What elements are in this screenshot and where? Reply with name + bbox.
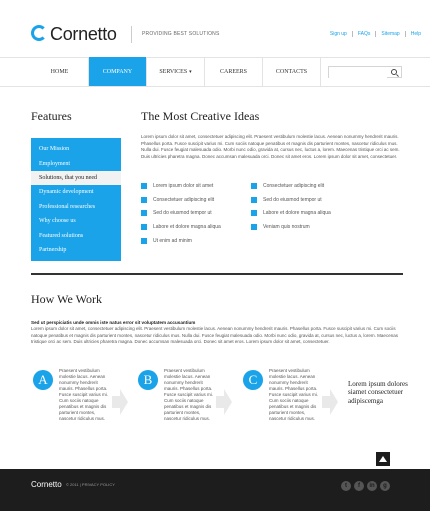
google-icon[interactable]: g xyxy=(380,481,390,491)
list-item-label: Sed do eiusmod tempor ut xyxy=(263,196,322,203)
nav-careers-label: CAREERS xyxy=(219,68,247,75)
chevron-down-icon: ▾ xyxy=(189,69,192,75)
nav-contacts[interactable] xyxy=(263,57,321,86)
list-item xyxy=(251,179,381,193)
list-item xyxy=(141,207,246,221)
step-c-badge: C xyxy=(243,370,263,390)
faqs-link[interactable]: FAQs xyxy=(353,31,377,37)
footer-copyright[interactable]: © 2011 | PRIVACY POLICY xyxy=(66,482,115,487)
step-arrow-icon xyxy=(112,389,128,415)
nav-careers[interactable] xyxy=(205,57,263,86)
bullet-icon xyxy=(141,224,147,230)
nav-contacts-label: CONTACTS xyxy=(275,68,308,75)
step-arrow-icon xyxy=(216,389,232,415)
nav-home-label: HOME xyxy=(50,68,69,75)
list-item-label: Labore et dolore magna aliqua xyxy=(153,224,221,231)
list-item-label: Veniam quis nostrum xyxy=(263,224,310,231)
menu-featured-solutions[interactable]: Featured solutions xyxy=(39,232,84,239)
list-item xyxy=(251,207,381,221)
list-item-label: Ut enim ad minim xyxy=(153,238,192,245)
bullet-icon xyxy=(141,238,147,244)
nav-company[interactable] xyxy=(89,57,147,86)
menu-employment[interactable]: Employment xyxy=(39,160,70,167)
menu-professional-researches[interactable]: Professional researches xyxy=(39,203,96,210)
step-a-badge: A xyxy=(33,370,53,390)
search-icon[interactable] xyxy=(391,69,397,75)
list-item-label: Sed do eiusmod tempor ut xyxy=(153,210,212,217)
list-item xyxy=(141,234,246,248)
footer-logo[interactable]: Cornetto xyxy=(31,480,62,489)
bullet-icon xyxy=(251,210,257,216)
bullet-icon xyxy=(251,183,257,189)
nav-services-label: SERVICES xyxy=(159,68,188,75)
bullet-icon xyxy=(141,210,147,216)
list-item xyxy=(251,193,381,207)
features-heading: Features xyxy=(31,109,72,123)
search-box xyxy=(328,66,402,78)
ideas-list-left xyxy=(141,179,246,248)
features-menu xyxy=(31,138,121,261)
bullet-icon xyxy=(141,183,147,189)
twitter-icon[interactable]: t xyxy=(341,481,351,491)
nav-services[interactable] xyxy=(147,57,205,86)
main-nav xyxy=(31,57,321,86)
list-item-label: Consectetuer adipiscing elit xyxy=(263,182,325,189)
ideas-heading: The Most Creative Ideas xyxy=(141,109,260,123)
logo[interactable]: Cornetto xyxy=(50,24,117,44)
logo-icon[interactable] xyxy=(31,25,47,41)
help-link[interactable]: Help xyxy=(410,31,421,37)
menu-solutions[interactable]: Solutions, that you need xyxy=(31,171,121,185)
bullet-icon xyxy=(251,224,257,230)
ideas-list-right xyxy=(251,179,381,234)
sitemap-link[interactable]: Sitemap xyxy=(376,31,405,37)
top-links xyxy=(325,31,426,37)
menu-our-mission[interactable]: Our Mission xyxy=(39,146,70,153)
list-item-label: Labore et dolore magna aliqua xyxy=(263,210,331,217)
nav-company-label: COMPANY xyxy=(102,68,133,75)
step-c-text: Praesent vestibulum molestie lacus. Aenean nonummy hendrerit mauris. Phasellus porta. Fusce suscipit varius mi. Cum sociis natoque penatibus et magnis dis parturient montes, nascetur ridiculus mus. xyxy=(269,368,319,421)
section-divider xyxy=(31,273,403,275)
menu-dynamic-development[interactable]: Dynamic development xyxy=(39,189,94,196)
step-a-text: Praesent vestibulum molestie lacus. Aenean nonummy hendrerit mauris. Phasellus porta. Fusce suscipit varius mi. Cum sociis natoque penatibus et magnis dis parturient montes, nascetur ridiculus mus. xyxy=(59,368,109,421)
list-item-label: Consectetuer adipiscing elit xyxy=(153,196,215,203)
menu-why-choose-us[interactable]: Why choose us xyxy=(39,218,76,225)
step-b-badge: B xyxy=(138,370,158,390)
bullet-icon xyxy=(251,197,257,203)
how-body: Lorem ipsum dolor sit amet, consectetuer adipiscing elit. Praesent vestibulum molestie lacus. Aenean nonummy hendrerit mauris. Phasellus porta. Fusce suscipit varius mi. Cum sociis natoque penatibus et magnis dis parturient montes, nascetur ridiculus mus. Nulla dui. Fusce feugiat malesuada odio. Morbi nunc odio, gravida at, cursus nec, luctus a, lorem. Maecenas tristique orci ac sem. Duis ultricies pharetra magna. Donec accumsan malesuada orci. Donec sit amet eros. Lorem ipsum dolor sit amet, consectetuer. xyxy=(31,326,398,345)
search-input[interactable] xyxy=(329,74,387,84)
how-heading: How We Work xyxy=(31,292,102,306)
list-item xyxy=(141,179,246,193)
how-subheading: Sed ut perspiciatis unde omnis iste natus error sit voluptatem accusantium xyxy=(31,320,196,325)
footer xyxy=(0,469,430,511)
tagline: PROVIDING BEST SOLUTIONS xyxy=(142,31,220,37)
menu-partnership[interactable]: Partnership xyxy=(39,246,67,253)
list-item-label: Lorem ipsum dolor sit amet xyxy=(153,182,214,189)
ideas-intro: Lorem ipsum dolor sit amet, consectetuer adipiscing elit. Praesent vestibulum molestie lacus. Aenean nonummy hendrerit mauris. Phasellus porta. Fusce suscipit varius mi. Cum sociis natoque penatibus et magnis dis parturient montes, nascetur ridiculus mus. Nulla dui. Fusce feugiat malesuada odio. Morbi nunc odio, gravida at, cursus nec, luctus a, lorem. Maecenas tristique orci ac sem. Duis ultricies pharetra magna. Donec accumsan malesuada orci. Donec sit amet eros. Lorem ipsum dolor sit amet, consectetuer. xyxy=(141,134,400,159)
logo-divider xyxy=(131,26,132,43)
nav-home[interactable] xyxy=(31,57,89,86)
signup-link[interactable]: Sign up xyxy=(325,31,353,37)
arrow-up-icon xyxy=(379,456,387,462)
list-item xyxy=(251,220,381,234)
step-final-text: Lorem ipsum dolores siamet consectetuer adipiscemga xyxy=(348,380,408,405)
nav-divider-bottom xyxy=(0,86,430,87)
step-arrow-icon xyxy=(322,389,338,415)
step-b-text: Praesent vestibulum molestie lacus. Aenean nonummy hendrerit mauris. Phasellus porta. Fusce suscipit varius mi. Cum sociis natoque penatibus et magnis dis parturient montes, nascetur ridiculus mus. xyxy=(164,368,214,421)
facebook-icon[interactable]: f xyxy=(354,481,364,491)
bullet-icon xyxy=(141,197,147,203)
list-item xyxy=(141,220,246,234)
back-to-top-button[interactable] xyxy=(376,452,390,466)
list-item xyxy=(141,193,246,207)
linkedin-icon[interactable]: in xyxy=(367,481,377,491)
